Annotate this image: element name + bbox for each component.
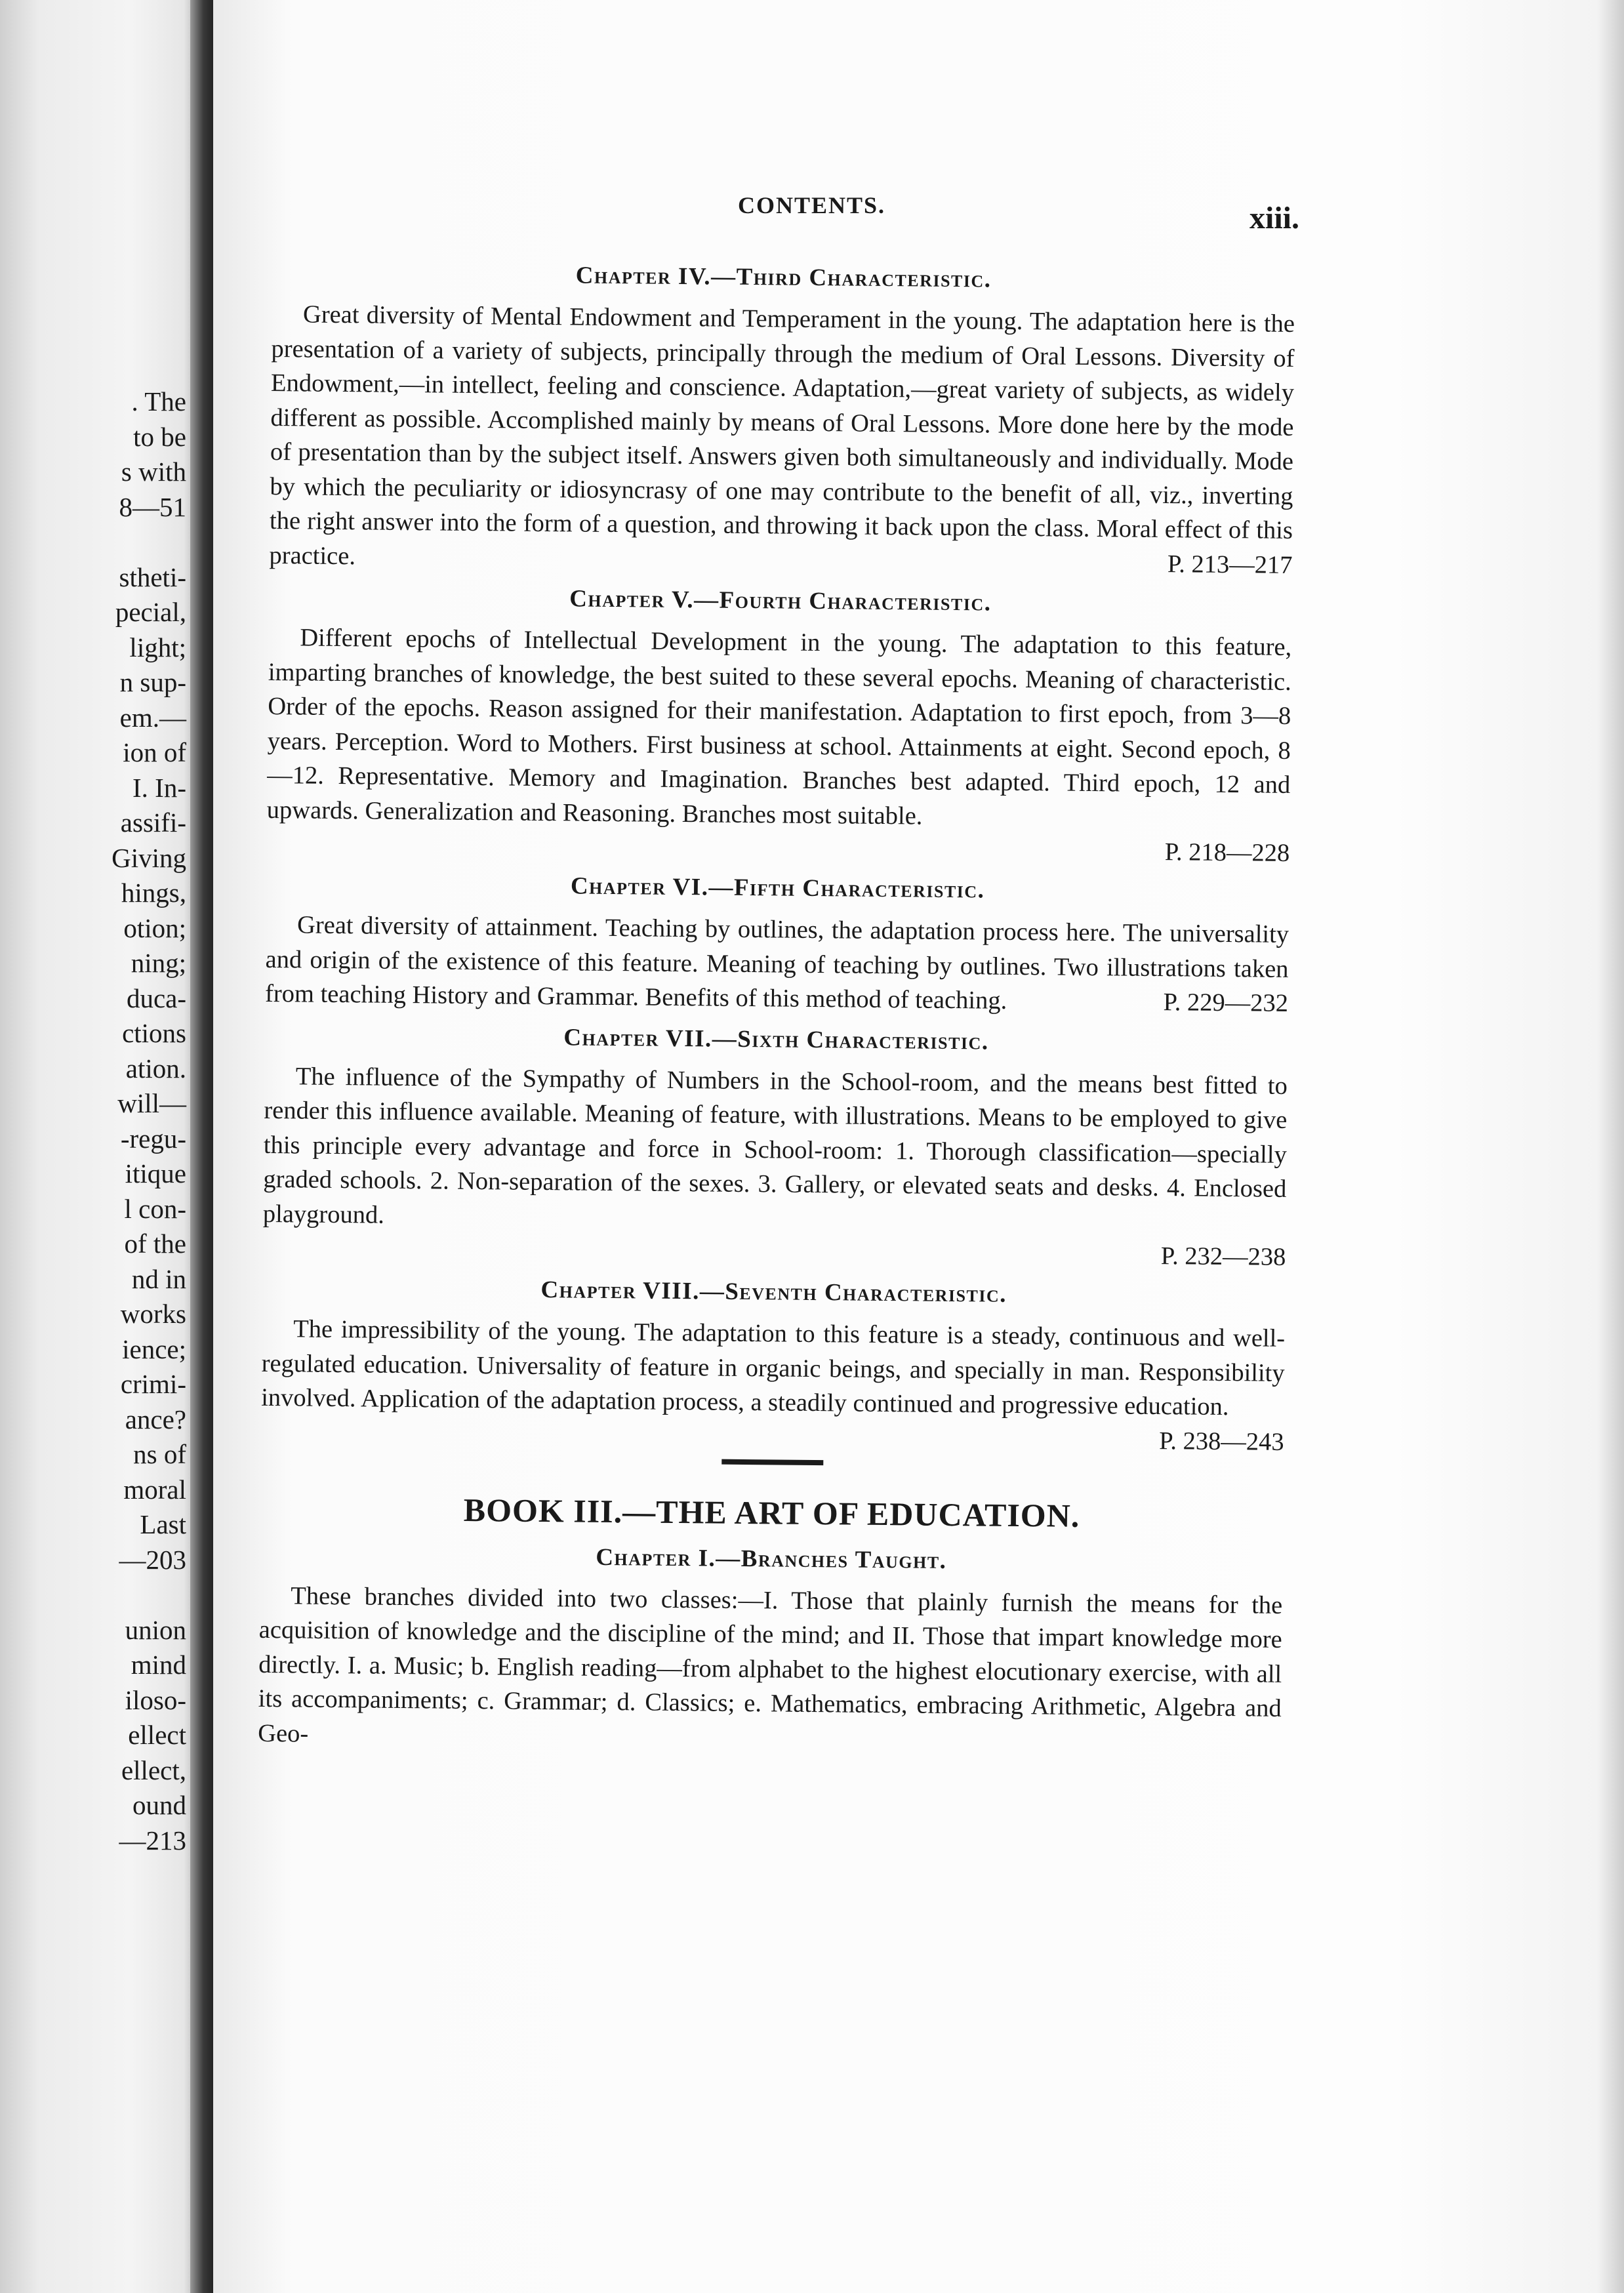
chapter-heading: Chapter I.—Branches Taught. (596, 1543, 947, 1574)
facing-page-fragment: itique (125, 1158, 186, 1188)
facing-page-fragment: n sup- (119, 667, 186, 697)
facing-page-fragment: of the (124, 1228, 186, 1259)
section-divider (721, 1459, 823, 1465)
facing-page-fragment: ion of (123, 737, 186, 767)
chapter-heading: Chapter VIII.—Seventh Characteristic. (540, 1276, 1007, 1308)
summary-text: The impressibility of the young. The adaptation to this feature is a steady, continuous and well-regulated education. Universality of feature in organic beings, and specially in man. Responsibility involved. Application of the adaptation process, a steadily continued and progressive education. (260, 1315, 1286, 1421)
summary-text: Great diversity of attainment. Teaching by outlines, the adaptation process here. The universality and origin of the existence of this feature. Meaning of teaching by outlines. Two illustrations taken from teaching History and Grammar. Benefits of this method of teaching. (264, 911, 1289, 1015)
summary-text: The influence of the Sympathy of Numbers in the School-room, and the means best fitted to render this influence available. Meaning of feature, with illustrations. Means to be employed to give this principle every advantage and force in School-room: 1. Thorough classification—specially graded schools. 2. Non-separation of the sexes. 3. Gallery, or elevated seats and desks. 4. Enclosed playground. (262, 1062, 1288, 1229)
facing-page-fragment: moral (123, 1474, 186, 1505)
summary-text: Great diversity of Mental Endowment and Temperament in the young. The adaptation here is the presentation of a variety of subjects, principally through the medium of Oral Lessons. Diversity of Endowment,—in intellect, feeling and conscience. Adaptation,—great variety of subjects, as widely different as possible. Accomplished mainly by means of Oral Lessons. More done here by the mode of presentation than by the subject itself. Answers given both simultaneously and individually. Mode by which the peculiarity or idiosyncrasy of one may contribute to the benefit of all, viz., inverting the right answer into the form of a question, and throwing it back upon the class. Moral effect of this practice. (269, 300, 1295, 570)
facing-page-fragment: l con- (124, 1193, 186, 1224)
facing-page-fragment: nd in (131, 1263, 186, 1294)
facing-page-fragment: will— (117, 1088, 186, 1118)
facing-page-edge (0, 0, 197, 2293)
facing-page-fragment: Last (140, 1509, 186, 1539)
facing-page-fragment: iloso- (125, 1684, 186, 1715)
summary-text: These branches divided into two classes:—I. Those that plainly furnish the means for the acquisition of knowledge and the discipline of the mind; and II. Those that impart knowledge more directly. I. a. Music; b. English reading—from alphabet to the highest elocutionary exercise, with all its accompaniments; c. Grammar; d. Classics; e. Mathematics, embracing Arithmetic, Algebra and Geo- (258, 1581, 1283, 1748)
facing-page-fragment: ns of (133, 1439, 186, 1469)
facing-page-fragment: ation. (125, 1053, 186, 1084)
facing-page-fragment: light; (129, 632, 186, 662)
book-title: BOOK III.—THE ART OF EDUCATION. (463, 1491, 1080, 1534)
contents-body (258, 249, 1295, 1760)
facing-page-fragment: . The (131, 386, 186, 416)
facing-page-fragment: otion; (123, 912, 186, 943)
chapter-summary (260, 1312, 1286, 1456)
facing-page-fragment: —203 (119, 1544, 186, 1575)
facing-page-fragment: union (125, 1614, 186, 1645)
chapter-heading: Chapter IV.—Third Characteristic. (575, 262, 992, 293)
facing-page-fragment: hings, (121, 878, 186, 908)
facing-page-fragment: works (120, 1299, 186, 1329)
facing-page-fragment: assifi- (120, 807, 186, 838)
page-range: P. 218—228 (1164, 838, 1290, 867)
chapter-heading: Chapter V.—Fourth Characteristic. (569, 585, 992, 617)
facing-page-fragment: s with (121, 457, 186, 487)
page-range: P. 232—238 (1160, 1242, 1286, 1271)
page-range: P. 229—232 (1163, 988, 1289, 1017)
facing-page-fragment: pecial, (115, 597, 186, 627)
facing-page-fragment: ience; (122, 1333, 186, 1364)
facing-page-fragment: I. In- (132, 772, 186, 803)
book-gutter (190, 0, 216, 2293)
facing-page-fragment: mind (131, 1650, 186, 1680)
facing-page-fragment: stheti- (119, 561, 186, 592)
facing-page-fragment: ance? (125, 1404, 186, 1434)
page-range: P. 213—217 (1167, 550, 1293, 579)
facing-page-fragment: ellect (128, 1720, 186, 1750)
facing-page-fragment: to be (133, 421, 186, 452)
running-head: CONTENTS. (738, 192, 886, 218)
chapter-summary (263, 1059, 1288, 1240)
facing-page-fragment: ound (132, 1790, 186, 1820)
chapter-heading: Chapter VII.—Sixth Characteristic. (563, 1023, 989, 1055)
facing-page-fragment: —213 (119, 1825, 186, 1856)
facing-page-fragment: Giving (112, 842, 186, 873)
facing-page-fragment: crimi- (120, 1369, 186, 1399)
facing-page-fragment: em.— (119, 702, 186, 733)
facing-page-fragment: -regu- (120, 1123, 186, 1154)
chapter-summary (269, 297, 1295, 582)
chapter-summary (258, 1578, 1282, 1760)
summary-text: Different epochs of Intellectual Development in the young. The adaptation to this feature, imparting branches of knowledge, the best suited to these several epochs. Meaning of characteristic. Order of the epochs. Reason assigned for their manifestation. Adaptation to first epoch, from 3—8 years. Perception. Word to Mothers. First business at school. Attainments at eight. Second epoch, 8—12. Representative. Memory and Imagination. Branches best adapted. Third epoch, 12 and upwards. Generalization and Reasoning. Branches most suitable. (266, 624, 1292, 830)
chapter-summary (267, 620, 1292, 837)
facing-page-fragment: ellect, (121, 1755, 186, 1785)
facing-page-fragment: ning; (131, 948, 186, 978)
facing-page-text (0, 0, 192, 2293)
chapter-summary (265, 908, 1289, 1021)
facing-page-fragment: ctions (122, 1018, 186, 1048)
page-range: P. 238—243 (1159, 1427, 1284, 1456)
facing-page-fragment: duca- (126, 983, 186, 1013)
chapter-heading: Chapter VI.—Fifth Characteristic. (570, 872, 985, 904)
page-number: xiii. (1249, 201, 1300, 235)
facing-page-fragment: 8—51 (119, 491, 186, 522)
